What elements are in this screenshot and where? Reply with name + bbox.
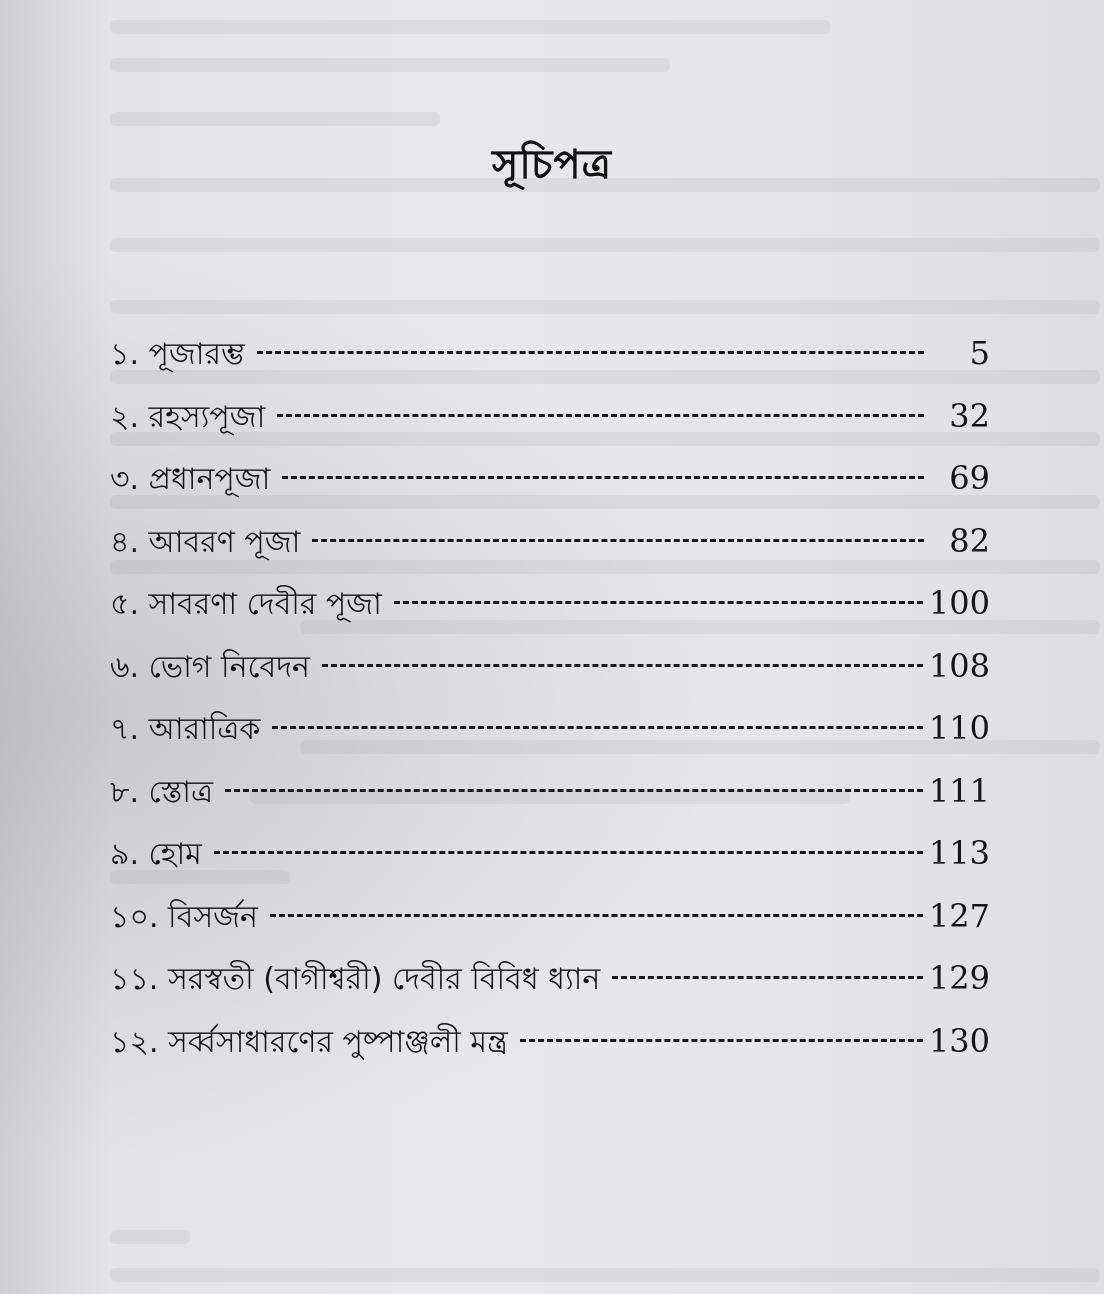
- toc-entry-page: 111: [928, 771, 990, 810]
- toc-entry: [110, 580, 990, 628]
- toc-entry: [110, 768, 990, 816]
- toc-entry: [110, 830, 990, 878]
- toc-entry-page: 100: [928, 584, 990, 622]
- toc-entry-label: ২. রহস্যপূজা: [110, 399, 266, 435]
- toc-entry-label: ৬. ভোগ নিবেদন: [110, 649, 310, 685]
- bleed-through-line: [110, 300, 1100, 314]
- page-title: সূচিপত্র: [492, 140, 612, 188]
- bleed-through-line: [110, 1268, 1100, 1282]
- toc-entry-label: ১২. সর্ব্বসাধারণের পুষ্পাঞ্জলী মন্ত্র: [110, 1024, 508, 1060]
- toc-entry-page: 129: [928, 959, 990, 997]
- toc-entry: [110, 455, 990, 503]
- toc-leader-line: [394, 601, 923, 604]
- toc-entry: [110, 893, 990, 941]
- toc-entry: [110, 1018, 990, 1066]
- toc-entry-page: 69: [949, 459, 990, 497]
- toc-entry-label: ৯. হোম: [110, 837, 202, 872]
- toc-entry: [110, 705, 990, 753]
- bleed-through-line: [110, 58, 670, 72]
- toc-leader-line: [520, 1039, 923, 1042]
- toc-entry-label: ১১. সরস্বতী (বাগীশ্বরী) দেবীর বিবিধ ধ্যান: [110, 962, 601, 997]
- toc-entry-page: 5: [969, 334, 990, 372]
- toc-leader-line: [277, 414, 924, 417]
- bleed-through-line: [110, 1230, 190, 1244]
- toc-entry-label: ৫. সাবরণা দেবীর পূজা: [110, 587, 382, 622]
- toc-leader-line: [257, 351, 924, 354]
- toc-entry-page: 110: [928, 709, 990, 747]
- toc-leader-line: [282, 476, 924, 479]
- toc-entry-page: 127: [928, 896, 990, 935]
- toc-entry-page: 82: [949, 521, 990, 560]
- bleed-through-line: [110, 112, 440, 126]
- toc-entry-label: ৪. আবরণ পূজা: [110, 524, 301, 560]
- toc-entry-label: ১. পূজারম্ভ: [110, 337, 245, 372]
- toc-leader-line: [214, 851, 923, 854]
- bleed-through-line: [110, 238, 1100, 252]
- toc-entry-label: ৮. স্তোত্র: [110, 774, 214, 810]
- toc-leader-line: [270, 914, 923, 917]
- toc-entry: [110, 518, 990, 566]
- toc-entry-page: 32: [949, 396, 990, 435]
- toc-leader-line: [225, 789, 923, 792]
- toc-entry-label: ৭. আরাত্রিক: [110, 712, 261, 747]
- toc-entry-page: 113: [928, 834, 990, 872]
- toc-leader-line: [272, 726, 923, 729]
- toc-entry-page: 108: [928, 646, 990, 685]
- bleed-through-line: [110, 20, 830, 34]
- toc-entry-label: ৩. প্রধানপূজা: [110, 462, 271, 497]
- toc-entry: [110, 393, 990, 441]
- toc-entry: [110, 955, 990, 1003]
- toc-entry: [110, 330, 990, 378]
- toc-entry-page: 130: [928, 1021, 990, 1060]
- toc-entry-label: ১০. বিসর্জন: [110, 899, 258, 935]
- toc-entry: [110, 643, 990, 691]
- toc-leader-line: [612, 976, 923, 979]
- toc-leader-line: [312, 539, 924, 542]
- table-of-contents: [110, 330, 990, 1080]
- toc-leader-line: [322, 664, 923, 667]
